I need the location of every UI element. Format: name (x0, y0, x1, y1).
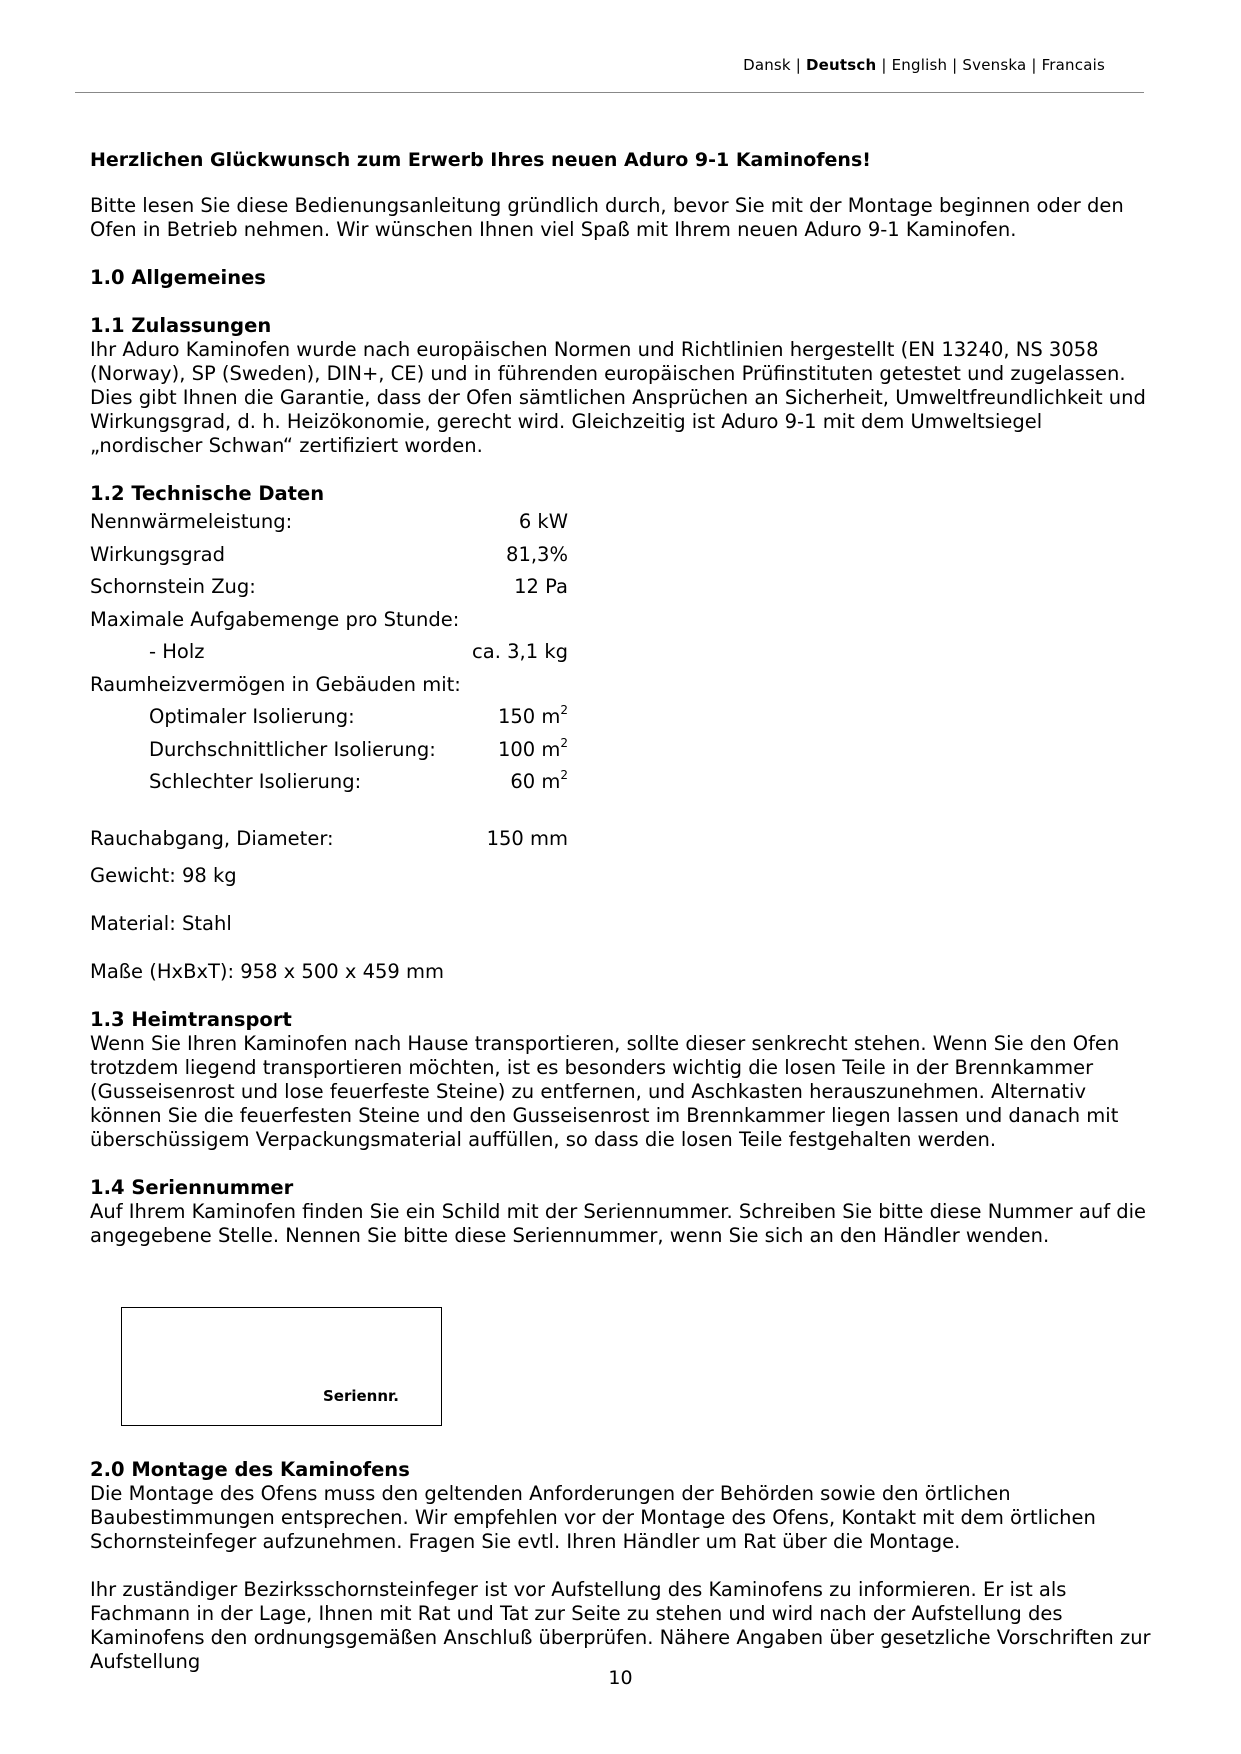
page-number: 10 (608, 1667, 633, 1689)
spec-label: Rauchabgang, Diameter: (90, 826, 334, 850)
spec-value: 150 mm (486, 826, 568, 850)
serial-paragraph: Auf Ihrem Kaminofen finden Sie ein Schild mit der Seriennummer. Schreiben Sie bitte diese Nummer auf die angegebene Stelle. Nennen Sie bitte diese Seriennummer, wenn Sie sich an den Händler wenden. (90, 1200, 1147, 1247)
page-content (90, 148, 1160, 1248)
lang-svenska[interactable]: Svenska (962, 56, 1027, 74)
language-selector (743, 56, 1105, 74)
header-divider (75, 92, 1144, 93)
section-2-content (90, 1458, 1160, 1674)
approvals-paragraph: Ihr Aduro Kaminofen wurde nach europäischen Normen und Richtlinien hergestellt (EN 13240, NS 3058 (Norway), SP (Sweden), DIN+, CE) und in führenden europäischen Prüfinstituten getestet und zugelassen. Dies gibt Ihnen die Garantie, dass der Ofen sämtlichen Ansprüchen an Sicherheit, Umweltfreundlichkeit und Wirkungsgrad, d. h. Heizökonomie, gerecht wird. Gleichzeitig ist Aduro 9-1 mit dem Umweltsiegel „nordischer Schwan“ zertifiziert worden. (90, 338, 1146, 457)
spec-row (90, 669, 1160, 702)
spec-value: 12 Pa (514, 575, 568, 598)
lang-separator: | (881, 56, 887, 74)
section-heading-1-3: 1.3 Heimtransport (90, 1008, 292, 1031)
spec-label: Schornstein Zug: (90, 575, 256, 598)
serial-number-box (121, 1307, 442, 1426)
spec-label: Nennwärmeleistung: (90, 510, 293, 533)
spec-row (90, 571, 1160, 604)
section-heading-1-2: 1.2 Technische Daten (90, 482, 325, 505)
montage-paragraph-2: Ihr zuständiger Bezirksschornsteinfeger ist vor Aufstellung des Kaminofens zu informieren. Er ist als Fachmann in der Lage, Ihnen mit Rat und Tat zur Seite zu stehen und wird nach der Aufstellung des Kaminofens den ordnungsgemäßen Anschluß überprüfen. Nähere Angaben über gesetzliche Vorschriften zur Aufstellung (90, 1578, 1151, 1673)
spec-label: Maximale Aufgabemenge pro Stunde: (90, 607, 460, 631)
spec-table (90, 506, 1160, 855)
spec-label: Schlechter Isolierung: (149, 770, 362, 793)
lang-separator: | (795, 56, 802, 74)
spec-row (90, 539, 1160, 572)
spec-material: Material: Stahl (90, 912, 232, 935)
spec-row (90, 636, 1160, 669)
spec-row (90, 734, 1160, 767)
spec-row (90, 604, 1160, 637)
spec-value: 150 $m^2$ (497, 703, 568, 728)
spec-value: 100 $m^2$ (497, 735, 568, 761)
spec-weight: Gewicht: 98 kg (90, 864, 237, 887)
spec-value: 6 kW (518, 510, 568, 533)
lang-english[interactable]: English (891, 56, 948, 74)
spec-row (90, 506, 1160, 539)
spec-label: Optimaler Isolierung: (149, 705, 355, 728)
transport-paragraph: Wenn Sie Ihren Kaminofen nach Hause transportieren, sollte dieser senkrecht stehen. Wenn Sie den Ofen trotzdem liegend transportieren möchten, ist es besonders wichtig die losen Teile in der Brennkammer (Gusseisenrost und lose feuerfeste Steine) zu entfernen, und Aschkasten herauszunehmen. Alternativ können Sie die feuerfesten Steine und den Gusseisenrost im Brennkammer liegen lassen und danach mit überschüssigem Verpackungsmaterial auffüllen, so dass die losen Teile festgehalten werden. (90, 1032, 1120, 1151)
lang-deutsch[interactable]: Deutsch (806, 56, 877, 74)
spec-label: Raumheizvermögen in Gebäuden mit: (90, 672, 461, 696)
lang-dansk[interactable]: Dansk (743, 56, 791, 74)
spec-row (90, 766, 1160, 799)
spec-label: - Holz (149, 640, 205, 663)
intro-paragraph: Bitte lesen Sie diese Bedienungsanleitung gründlich durch, bevor Sie mit der Montage beginnen oder den Ofen in Betrieb nehmen. Wir wünschen Ihnen viel Spaß mit Ihrem neuen Aduro 9-1 Kaminofen. (90, 194, 1124, 241)
spec-row (90, 823, 1160, 856)
lang-francais[interactable]: Francais (1041, 56, 1105, 74)
spec-label: Durchschnittlicher Isolierung: (149, 737, 436, 761)
section-heading-1-1: 1.1 Zulassungen (90, 314, 272, 337)
lang-separator: | (952, 56, 958, 74)
spec-row (90, 701, 1160, 734)
spec-label: Wirkungsgrad (90, 542, 225, 566)
spec-dimensions: Maße (HxBxT): 958 x 500 x 459 mm (90, 960, 444, 983)
montage-paragraph-1: Die Montage des Ofens muss den geltenden Anforderungen der Behörden sowie den örtlichen Baubestimmungen entsprechen. Wir empfehlen vor der Montage des Ofens, Kontakt mit dem örtlichen Schornsteinfeger aufzunehmen. Fragen Sie evtl. Ihren Händler um Rat über die Montage. (90, 1482, 1096, 1553)
spec-value: 81,3% (506, 542, 568, 566)
section-heading-1-0: 1.0 Allgemeines (90, 266, 266, 289)
spec-value: ca. 3,1 kg (472, 640, 568, 663)
section-heading-1-4: 1.4 Seriennummer (90, 1176, 294, 1199)
serial-number-label: Seriennr. (322, 1387, 399, 1405)
section-heading-2-0: 2.0 Montage des Kaminofens (90, 1458, 410, 1481)
spec-value: 60 $m^2$ (510, 768, 568, 793)
lang-separator: | (1031, 56, 1037, 74)
page-title: Herzlichen Glückwunsch zum Erwerb Ihres neuen Aduro 9-1 Kaminofens! (90, 149, 871, 171)
